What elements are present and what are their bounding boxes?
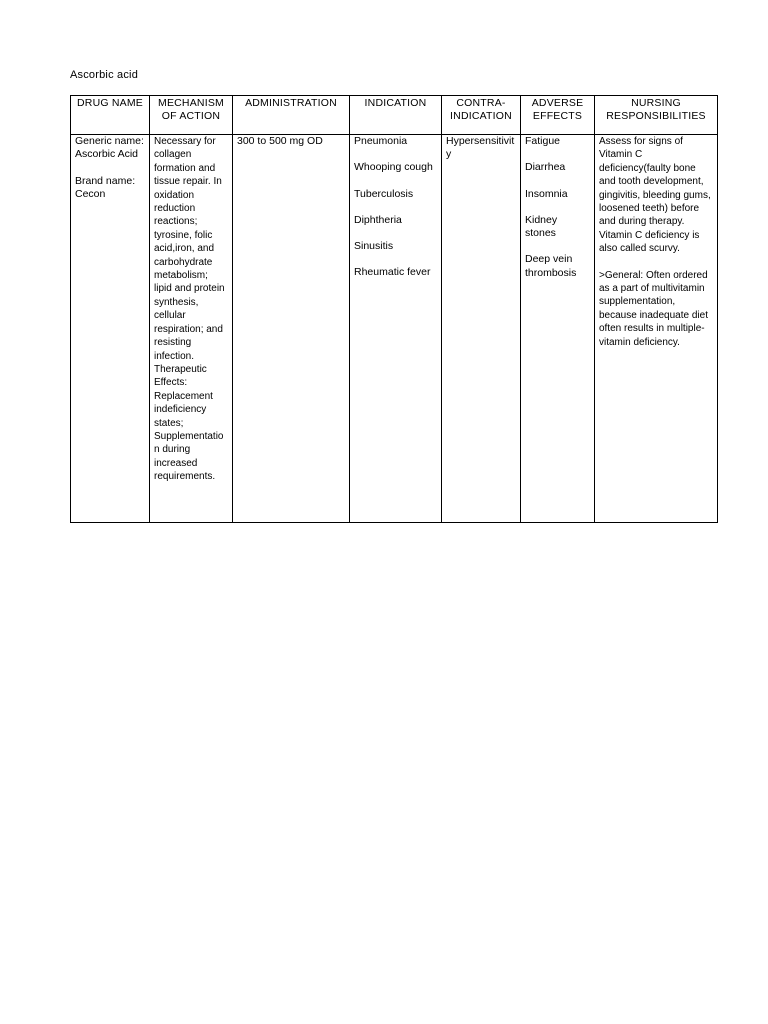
header-indication: INDICATION <box>350 96 442 135</box>
header-contraindication: CONTRA-INDICATION <box>442 96 521 135</box>
generic-name: Generic name: Ascorbic Acid <box>75 135 144 161</box>
header-adverse-effects: ADVERSE EFFECTS <box>521 96 595 135</box>
adverse-effect-item: Deep vein thrombosis <box>525 253 577 279</box>
indication-item: Diphtheria <box>354 213 402 226</box>
adverse-effect-item: Insomnia <box>525 187 568 200</box>
adverse-effects-cell <box>521 135 595 523</box>
adverse-effect-item: Diarrhea <box>525 161 566 174</box>
indication-item: Sinusitis <box>354 240 394 253</box>
indication-item: Rheumatic fever <box>354 266 431 279</box>
adverse-effect-item: Kidney stones <box>525 213 558 240</box>
header-mechanism: MECHANISM OF ACTION <box>150 96 233 135</box>
nursing-paragraph: Assess for signs of Vitamin C deficiency(faulty bone and tooth development, gingivitis, bleeding gums, loosened teeth) before and during therapy. Vitamin C deficiency is also called scurvy. <box>599 136 711 255</box>
drug-name-cell <box>71 135 150 523</box>
indication-item: Pneumonia <box>354 135 408 147</box>
indication-item: Tuberculosis <box>354 187 414 200</box>
nursing-paragraph: >General: Often ordered as a part of multivitamin supplementation, because inadequate diet often results in multiple-vitamin deficiency. <box>599 269 708 348</box>
header-drug-name: DRUG NAME <box>71 96 150 135</box>
adverse-effect-item: Fatigue <box>525 135 561 147</box>
indication-item: Whooping cough <box>354 161 433 174</box>
indication-cell <box>350 135 442 523</box>
header-administration: ADMINISTRATION <box>233 96 350 135</box>
mechanism-cell: Necessary for collagen formation and tissue repair. In oxidation reduction reactions; tyrosine, folic acid,iron, and carbohydrate metabolism; lipid and protein synthesis, cellular respiration; and resisting infection. Therapeutic Effects: Replacement indeficiency states; Supplementation during increased requirements. <box>150 135 233 523</box>
drug-study-table <box>70 95 718 523</box>
table-row <box>71 135 718 523</box>
header-row <box>71 96 718 135</box>
document-title: Ascorbic acid <box>70 69 139 81</box>
administration-cell: 300 to 500 mg OD <box>233 135 350 523</box>
header-nursing: NURSING RESPONSIBILITIES <box>595 96 718 135</box>
nursing-cell <box>595 135 718 523</box>
brand-name: Brand name: Cecon <box>75 174 136 200</box>
contraindication-cell: Hypersensitivity <box>442 135 521 523</box>
